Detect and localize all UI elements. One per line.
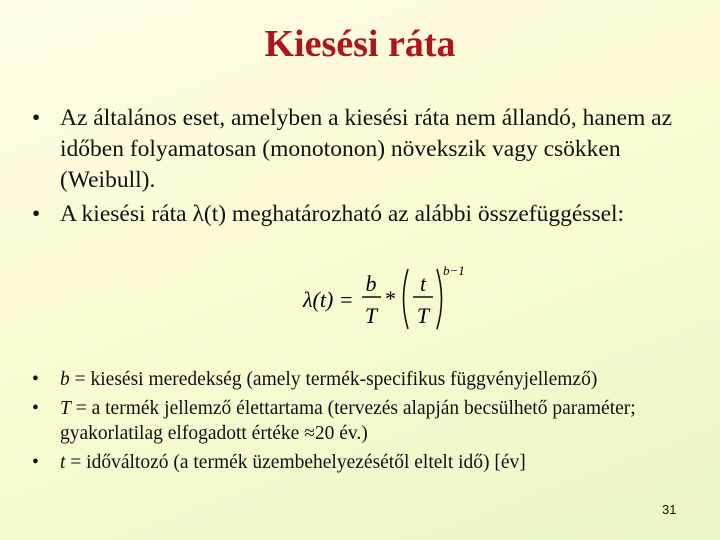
bullet-marker: • (32, 105, 41, 131)
list-item (32, 103, 710, 196)
page-number: 31 (662, 502, 677, 517)
list-item (32, 199, 710, 230)
variable-symbol: b (60, 369, 70, 390)
formula-frac1-denominator: T (364, 303, 378, 328)
list-item (32, 367, 710, 392)
formula-frac1-numerator: b (365, 271, 377, 296)
variable-symbol: T (60, 398, 71, 419)
weibull-formula (300, 258, 490, 338)
bullet-marker: • (32, 369, 39, 390)
bullet-marker: • (32, 398, 39, 419)
formula-frac2-numerator: t (419, 271, 427, 296)
slide-title: Kiesési ráta (264, 23, 456, 65)
definition-text: = a termék jellemző élettartama (tervezés alapján becsülhető paraméter; gyakorlatilag elfogadott értéke ≈20 év.) (60, 398, 636, 444)
top-bullet-list (32, 103, 710, 233)
formula-times: * (385, 286, 396, 311)
formula-exponent: b−1 (443, 263, 465, 278)
formula-frac2-denominator: T (416, 303, 430, 328)
bullet-marker: • (32, 201, 41, 227)
bullet-text: Az általános eset, amelyben a kiesési ráta nem állandó, hanem az időben folyamatosan (monotonon) növekszik vagy csökken (Weibull). (60, 105, 673, 193)
definition-text: = időváltozó (a termék üzembehelyezésétől eltelt idő) [év] (65, 452, 526, 473)
definition-text: = kiesési meredekség (amely termék-specifikus függvényjellemző) (69, 369, 598, 390)
formula-lhs: λ(t) = (303, 287, 354, 312)
bullet-text: A kiesési ráta λ(t) meghatározható az alábbi összefüggéssel: (60, 201, 625, 227)
definition-list (32, 367, 710, 479)
list-item (32, 450, 710, 475)
variable-symbol: t (60, 452, 66, 473)
list-item (32, 396, 710, 446)
bullet-marker: • (32, 452, 39, 473)
right-paren (437, 269, 442, 329)
left-paren (404, 269, 409, 329)
